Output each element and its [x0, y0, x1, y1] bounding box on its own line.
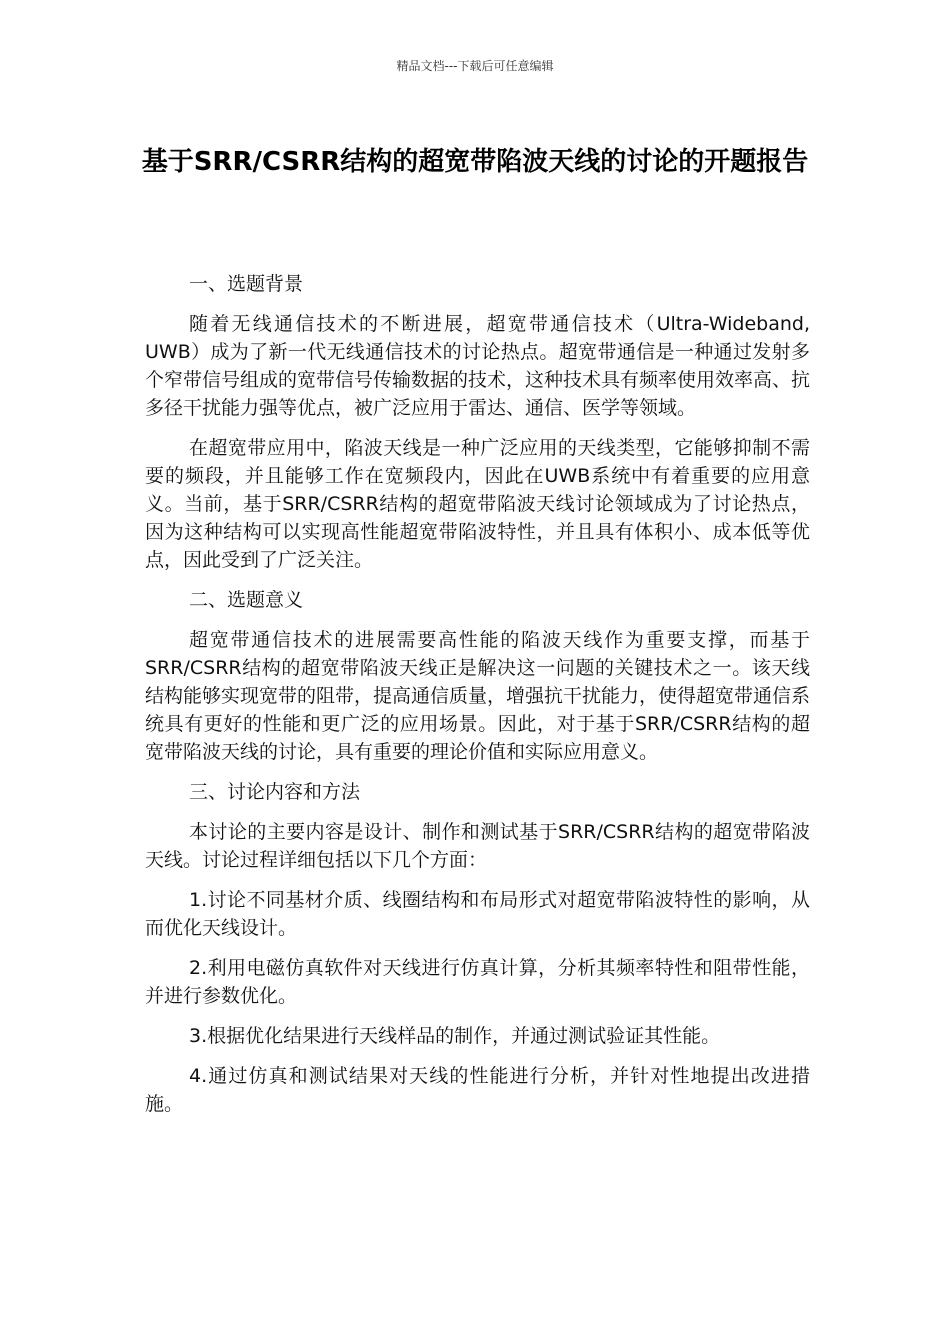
section-heading-significance: 二、选题意义: [189, 589, 304, 611]
list-item: 2.利用电磁仿真软件对天线进行仿真计算，分析其频率特性和阻带性能，并进行参数优化。: [145, 957, 810, 1007]
paragraph: 超宽带通信技术的进展需要高性能的陷波天线作为重要支撑，而基于SRR/CSRR结构的超宽带陷波天线正是解决这一问题的关键技术之一。该天线结构能够实现宽带的阻带，提高通信质量，增强抗干扰能力，使得超宽带通信系统具有更好的性能和更广泛的应用场景。因此，对于基于SRR/CSRR结构的超宽带陷波天线的讨论，具有重要的理论价值和实际应用意义。: [145, 629, 811, 763]
document-title: 基于SRR/CSRR结构的超宽带陷波天线的讨论的开题报告: [141, 147, 809, 177]
list-item: 3.根据优化结果进行天线样品的制作，并通过测试验证其性能。: [189, 1025, 721, 1047]
section-heading-content-methods: 三、讨论内容和方法: [189, 781, 361, 803]
section-heading-background: 一、选题背景: [189, 273, 304, 295]
list-item: 1.讨论不同基材介质、线圈结构和布局形式对超宽带陷波特性的影响，从而优化天线设计。: [145, 889, 810, 939]
document-body: [145, 270, 810, 1130]
paragraph: 随着无线通信技术的不断进展，超宽带通信技术（Ultra-Wideband, UWB）成为了新一代无线通信技术的讨论热点。超宽带通信是一种通过发射多个窄带信号组成的宽带信号传输数据的技术，这种技术具有频率使用效率高、抗多径干扰能力强等优点，被广泛应用于雷达、通信、医学等领域。: [145, 313, 811, 419]
paragraph: 在超宽带应用中，陷波天线是一种广泛应用的天线类型，它能够抑制不需要的频段，并且能够工作在宽频段内，因此在UWB系统中有着重要的应用意义。当前，基于SRR/CSRR结构的超宽带陷波天线讨论领域成为了讨论热点，因为这种结构可以实现高性能超宽带陷波特性，并且具有体积小、成本低等优点，因此受到了广泛关注。: [145, 437, 810, 571]
paragraph: 本讨论的主要内容是设计、制作和测试基于SRR/CSRR结构的超宽带陷波天线。讨论过程详细包括以下几个方面：: [145, 821, 810, 871]
list-item: 4.通过仿真和测试结果对天线的性能进行分析，并针对性地提出改进措施。: [145, 1065, 810, 1115]
page-header: 精品文档---下载后可任意编辑: [396, 59, 554, 73]
